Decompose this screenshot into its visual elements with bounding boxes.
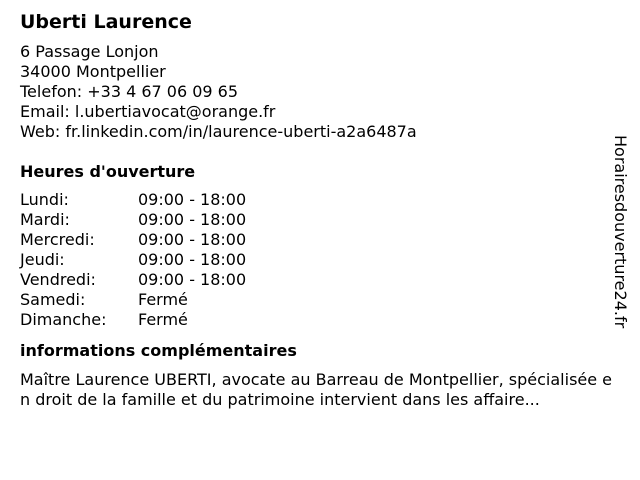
day-label: Samedi: — [20, 290, 86, 309]
business-name: Uberti Laurence — [20, 11, 192, 33]
day-label: Mardi: — [20, 210, 70, 229]
address-line-2: 34000 Montpellier — [20, 62, 166, 81]
info-text: Maître Laurence UBERTI, avocate au Barreau de Montpellier, spécialisée en droit de la famille et du patrimoine intervient dans les affaire... — [20, 370, 613, 409]
hours-row-wednesday — [20, 230, 620, 250]
time-value: 09:00 - 18:00 — [138, 190, 247, 209]
hours-row-thursday — [20, 250, 620, 270]
info-heading: informations complémentaires — [20, 341, 297, 360]
hours-row-tuesday — [20, 210, 620, 230]
day-label: Dimanche: — [20, 310, 107, 329]
time-value: Fermé — [138, 290, 188, 309]
time-value: 09:00 - 18:00 — [138, 230, 247, 249]
hours-heading: Heures d'ouverture — [20, 162, 196, 181]
day-label: Jeudi: — [20, 250, 65, 269]
day-label: Lundi: — [20, 190, 69, 209]
time-value: 09:00 - 18:00 — [138, 270, 247, 289]
time-value: Fermé — [138, 310, 188, 329]
hours-row-saturday — [20, 290, 620, 310]
hours-table — [20, 190, 620, 330]
time-value: 09:00 - 18:00 — [138, 250, 247, 269]
time-value: 09:00 - 18:00 — [138, 210, 247, 229]
email-line: Email: l.ubertiavocat@orange.fr — [20, 102, 276, 121]
address-line-1: 6 Passage Lonjon — [20, 42, 159, 61]
business-card — [20, 10, 620, 410]
day-label: Mercredi: — [20, 230, 95, 249]
hours-row-monday — [20, 190, 620, 210]
hours-row-sunday — [20, 310, 620, 330]
phone-line: Telefon: +33 4 67 06 09 65 — [20, 82, 239, 101]
web-line: Web: fr.linkedin.com/in/laurence-uberti-a2a6487a — [20, 122, 417, 141]
site-watermark: Horairesdouverture24.fr — [611, 135, 630, 329]
day-label: Vendredi: — [20, 270, 96, 289]
hours-row-friday — [20, 270, 620, 290]
